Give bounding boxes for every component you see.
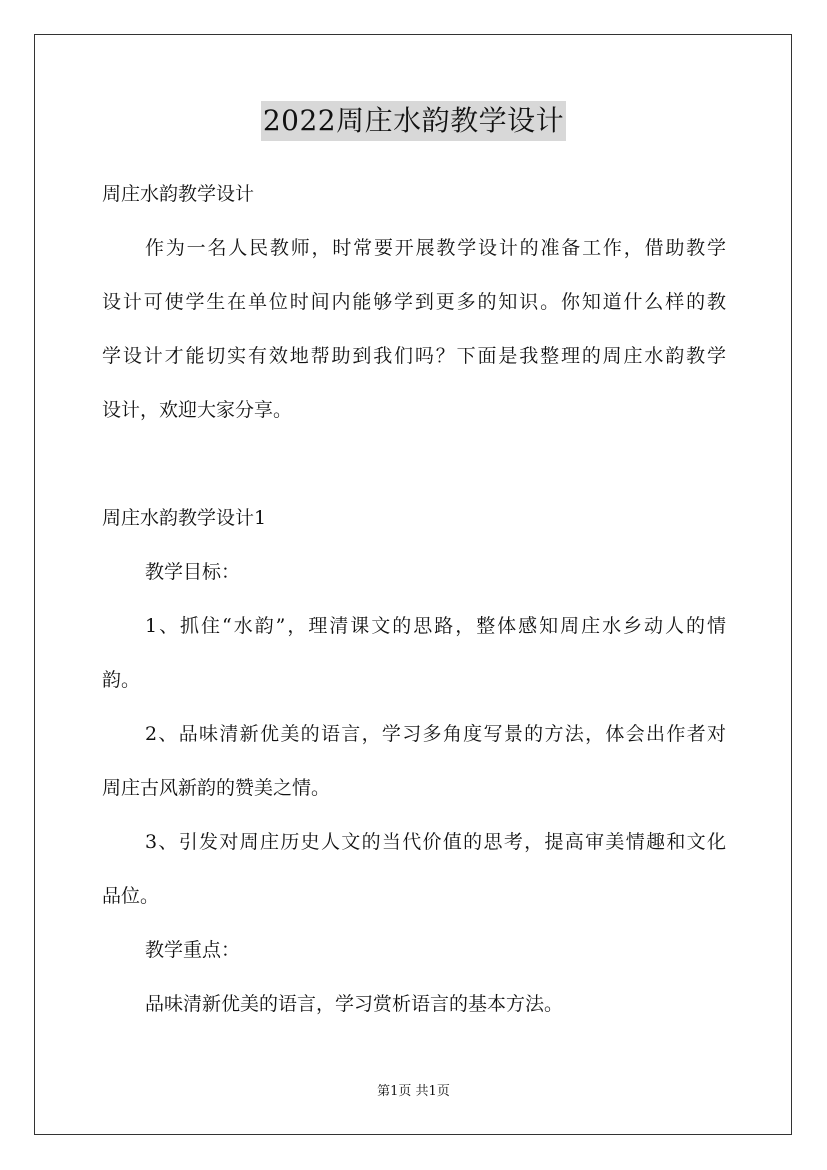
intro-line-3: 学设计才能切实有效地帮助到我们吗？下面是我整理的周庄水韵教学: [102, 345, 726, 367]
key-points-text: 品味清新优美的语言，学习赏析语言的基本方法。: [145, 993, 564, 1015]
document-title: [0, 100, 827, 141]
goal-2-line-2: 周庄古风新韵的赞美之情。: [102, 777, 331, 799]
intro-line-4: 设计，欢迎大家分享。: [102, 399, 293, 421]
intro-line-1: 作为一名人民教师，时常要开展教学设计的准备工作，借助教学: [145, 237, 726, 259]
document-title-text: 2022周庄水韵教学设计: [261, 101, 566, 141]
goal-2-line-1: 2、品味清新优美的语言，学习多角度写景的方法，体会出作者对: [145, 723, 726, 745]
goals-label: 教学目标：: [145, 561, 241, 583]
goal-3-line-2: 品位。: [102, 885, 160, 907]
document-subtitle: 周庄水韵教学设计: [102, 183, 255, 205]
section-heading: 周庄水韵教学设计1: [102, 507, 267, 529]
goal-1-line-1: 1、抓住“水韵”，理清课文的思路，整体感知周庄水乡动人的情: [145, 615, 726, 637]
page-footer: 第1页 共1页: [377, 1084, 450, 1099]
key-points-label: 教学重点：: [145, 939, 241, 961]
goal-3-line-1: 3、引发对周庄历史人文的当代价值的思考，提高审美情趣和文化: [145, 831, 726, 853]
goal-1-line-2: 韵。: [102, 669, 141, 691]
intro-line-2: 设计可使学生在单位时间内能够学到更多的知识。你知道什么样的教: [102, 291, 726, 313]
